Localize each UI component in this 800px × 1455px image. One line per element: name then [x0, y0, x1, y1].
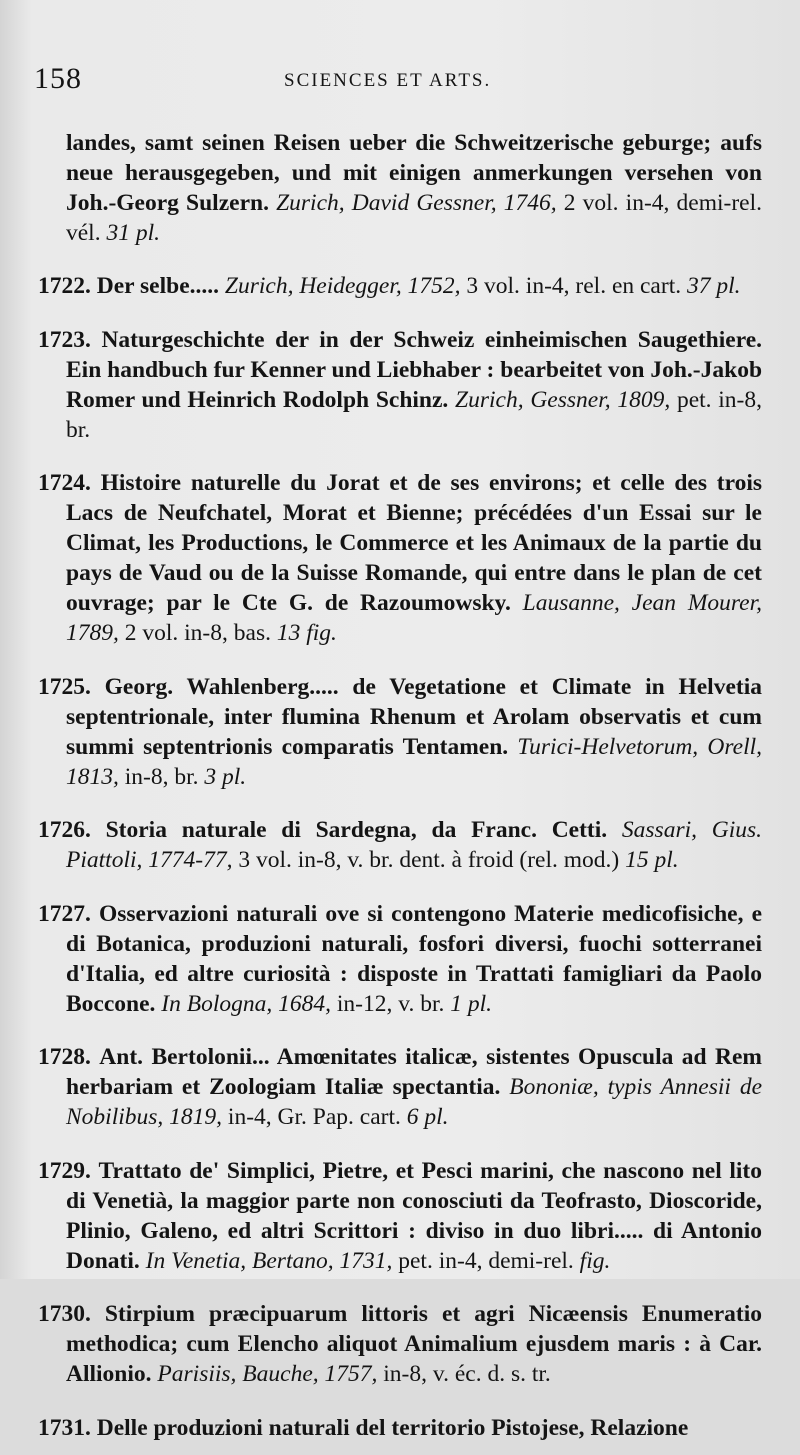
entry-details: in-8, v. éc. d. s. tr. — [383, 1361, 551, 1387]
entry-imprint: Zurich, Heidegger, 1752, — [224, 273, 461, 299]
page-header — [34, 62, 754, 102]
entry-number: 1725. — [38, 673, 91, 700]
entry-plates: 31 pl. — [106, 219, 160, 246]
entry-details: pet. in-4, demi-rel. — [398, 1247, 574, 1274]
entry-details: pet. in-8, br. — [66, 386, 762, 443]
catalogue-entries — [38, 104, 762, 1455]
entry-imprint: In Venetia, Bertano, 1731, — [145, 1247, 393, 1274]
entry-imprint: Lausanne, Jean Mourer, 1789, — [66, 590, 763, 646]
entry-number: 1723. — [38, 326, 91, 353]
catalogue-entry-1726 — [38, 815, 762, 875]
entry-title: Georg. Wahlenberg..... de Vegetatione et Climate in Helvetia septentrionale, inter flumina Rhenum et Arolam observatis et cum summi septentrionis comparatis Tentamen. — [66, 673, 762, 760]
entry-plates: 37 pl. — [686, 273, 741, 299]
entry-imprint: Turici-Helvetorum, Orell, 1813, — [66, 733, 763, 790]
entry-title: Naturgeschichte der in der Schweiz einheimischen Saugethiere. Ein handbuch fur Kenner und Liebhaber : bearbeitet von Joh.-Jakob Romer und Heinrich Rodolph Schinz. — [66, 326, 763, 413]
entry-plates: fig. — [579, 1247, 611, 1274]
entry-title: Der selbe..... — [96, 273, 220, 299]
entry-number: 1727. — [38, 900, 91, 927]
entry-number: 1729. — [38, 1157, 91, 1184]
entry-title: Delle produzioni naturali del territorio Pistojese, Relazione — [96, 1414, 689, 1441]
entry-imprint: Sassari, Gius. Piattoli, 1774-77, — [66, 817, 762, 873]
catalogue-entry-1725 — [38, 672, 762, 792]
entry-number: 1731. — [38, 1414, 91, 1441]
entry-title: Storia naturale di Sardegna, da Franc. Cetti. — [105, 817, 608, 843]
entry-details: 3 vol. in-8, v. br. dent. à froid (rel. mod.) — [238, 847, 620, 873]
entry-number: 1728. — [38, 1044, 91, 1070]
entry-title: Ant. Bertolonii... Amœnitates italicæ, sistentes Opuscula ad Rem herbariam et Zoologiam Italiæ spectantia. — [66, 1044, 763, 1100]
entry-plates: 13 fig. — [276, 620, 337, 646]
entry-details: 3 vol. in-4, rel. en cart. — [466, 273, 682, 299]
entry-plates: 6 pl. — [406, 1104, 449, 1130]
entry-title: Trattato de' Simplici, Pietre, et Pesci marini, che nascono nel lito di Venetià, la maggior parte non conosciuti da Teofrasto, Dioscoride, Plinio, Galeno, ed altri Scrittori : diviso in duo libri..... di Antonio Donati. — [66, 1157, 763, 1274]
entry-details: 2 vol. in-8, bas. — [124, 620, 271, 646]
entry-details: in-8, br. — [124, 763, 199, 790]
entry-plates: 15 pl. — [625, 847, 679, 873]
catalogue-entry-1722 — [38, 271, 762, 301]
catalogue-entry-1724 — [38, 468, 762, 648]
entry-title: landes, samt seinen Reisen ueber die Schweitzerische geburge; aufs neue herausgegeben, und mit einigen anmerkungen versehen von Joh.-Georg Sulzern. — [66, 129, 762, 216]
catalogue-entry-1723 — [38, 325, 762, 445]
entry-number: 1722. — [38, 273, 91, 299]
entry-imprint: In Bologna, 1684, — [161, 990, 332, 1017]
entry-imprint: Bononiæ, typis Annesii de Nobilibus, 1819, — [66, 1074, 762, 1130]
entry-number: 1724. — [38, 470, 91, 496]
catalogue-entry-1728 — [38, 1042, 762, 1132]
entry-plates: 3 pl. — [204, 763, 247, 790]
entry-details: in-12, v. br. — [336, 990, 445, 1017]
entry-plates: 1 pl. — [450, 990, 493, 1017]
entry-imprint: Parisiis, Bauche, 1757, — [157, 1361, 378, 1387]
running-title: SCIENCES ET ARTS. — [284, 70, 492, 91]
entry-title: Osservazioni naturali ove si contengono Materie medicofisiche, e di Botanica, produzioni naturali, fosfori diversi, fuochi sotterranei d'Italia, ed altre curiosità : disposte in Trattati famigliari da Paolo Boccone. — [66, 900, 762, 1017]
catalogue-entry-continued — [38, 128, 762, 248]
catalogue-entry-1731 — [38, 1413, 762, 1443]
entry-title: Stirpium præcipuarum littoris et agri Nicæensis Enumeratio methodica; cum Elencho aliquot Animalium ejusdem maris : à Car. Allionio. — [66, 1301, 763, 1387]
catalogue-entry-1727 — [38, 899, 762, 1019]
entry-details: 2 vol. in-4, demi-rel. vél. — [66, 189, 763, 246]
entry-details: in-4, Gr. Pap. cart. — [227, 1104, 401, 1130]
catalogue-entry-1730 — [38, 1299, 762, 1389]
catalogue-entry-1729 — [38, 1156, 762, 1276]
entry-title: Histoire naturelle du Jorat et de ses environs; et celle des trois Lacs de Neufchatel, Morat et Bienne; précédées d'un Essai sur le Climat, les Productions, le Commerce et les Animaux de la partie du pays de Vaud ou de la Suisse Romande, qui entre dans le plan de cet ouvrage; par le Cte G. de Razoumowsky. — [66, 470, 762, 616]
entry-number: 1730. — [38, 1301, 91, 1327]
entry-number: 1726. — [38, 817, 91, 843]
page-number: 158 — [34, 62, 82, 95]
entry-imprint: Zurich, Gessner, 1809, — [455, 386, 671, 413]
entry-imprint: Zurich, David Gessner, 1746, — [276, 189, 557, 216]
